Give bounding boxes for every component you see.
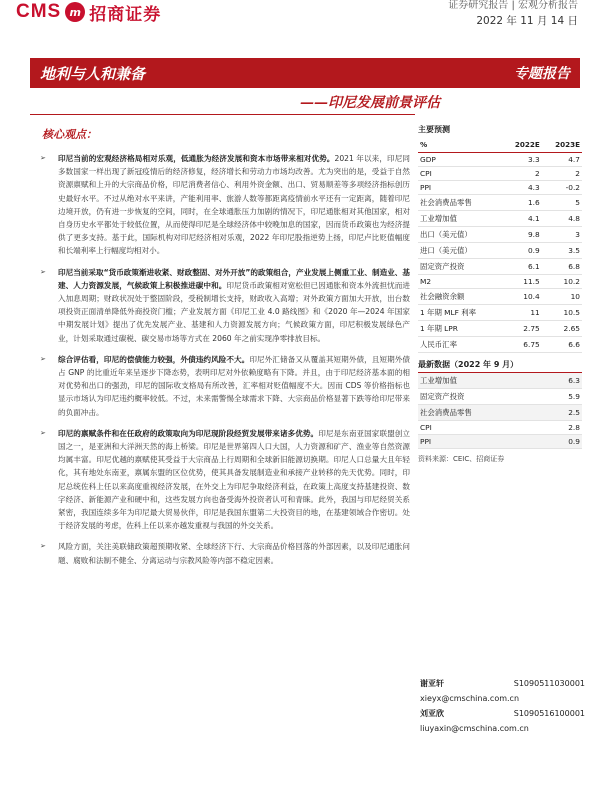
forecast-row: [418, 289, 582, 305]
bullet-arrow-icon: ➢: [40, 267, 46, 276]
forecast-row: [418, 243, 582, 259]
latest-value: 2.8: [546, 421, 582, 435]
forecast-2023e-value: 3.5: [542, 243, 582, 259]
side-column: [418, 124, 582, 464]
report-category: 证券研究报告 | 宏观分析报告: [448, 0, 578, 11]
forecast-row: [418, 227, 582, 243]
bullet-text: 印尼是东南亚国家联盟创立国之一，是亚洲和大洋洲天然的海上桥梁。印尼是世界第四人口大国，人力资源和矿产、渔业等自然资源均属丰富。印尼优越的禀赋使其受益于大宗商品上行周期和全球新旧能源切换期。印尼人口总量大且年轻化，其有地处东南亚，禀属东盟的区位优势，使其具备发展制造业和承接产业转移的先天优势。同时，印尼总统佐科上任以来高度重视经济发展，在外交上为印尼争取经济利益，在政策上高度支持基建投资、数字经济、新能源产业和硬中和，这些发展方向也备受海外投资者认可和青睐。此外，我国与印尼经贸关系紧密，我国连续多年为印尼最大贸易伙伴，印尼是我国东盟第二大投资目的地，在基建领域合作密切。处于经济发展的考虑，佐科上任以来亦越发重视与我国的外交关系。: [58, 428, 410, 531]
latest-data-heading: 最新数据（2022 年 9 月）: [418, 360, 519, 369]
bullet-item: [38, 266, 410, 345]
forecast-2022e-value: 3.3: [502, 153, 542, 167]
latest-indicator: 固定资产投资: [418, 389, 546, 405]
forecast-2023e-value: 10.2: [542, 275, 582, 289]
latest-row: [418, 435, 582, 449]
forecast-2023e-value: 6.8: [542, 259, 582, 275]
forecast-row: [418, 337, 582, 353]
latest-value: 2.5: [546, 405, 582, 421]
bullet-text: 风险方面，关注美联储政策超预期收紧、全球经济下行、大宗商品价格回落的外部因素，以及印尼通胀问题、腐败和法制不健全、分离运动与宗教风险等内部不稳定因素。: [58, 542, 410, 565]
analyst-row: [420, 706, 585, 721]
report-type: 专题报告: [514, 66, 570, 82]
latest-row: [418, 405, 582, 421]
forecast-2022e-value: 2: [502, 167, 542, 181]
analyst-block: [420, 676, 585, 736]
latest-table: [418, 373, 582, 449]
forecast-2022e-value: 10.4: [502, 289, 542, 305]
latest-value: 6.3: [546, 373, 582, 389]
bullet-text: 2021 年以来，印尼同多数国家一样出现了新冠疫情后的经济修复，经济增长和劳动力市场均改善。尤为突出的是，受益于自然资源禀赋和上升的大宗商品价格，印尼消费者信心、利用外资金额、出口、贸易顺差等多项经济指标创历史最好水平。不过从绝对水平来讲，产能利用率、旅游人数等都距离疫情前水平还有一定距离，随着印尼边境开放，仍有进一步恢复的空间，同时，在全球通胀压力加剧的情况下，印尼通胀相对其他国家，相对自身历史水平都处于较低位置，从而使得印尼是全球经济体中较晚加息的国家，因而货币政策也为经济提供了更多支持。基于此，国际机构对印尼经济相对乐观，2022 年印尼股指逆势上扬，印尼卢比贬值幅度和长端利率上行幅度均相对小。: [58, 154, 410, 256]
bullet-bold: 印尼当前的宏观经济格局相对乐观，低通胀为经济发展和资本市场带来相对优势。: [58, 154, 335, 163]
forecast-row: [418, 305, 582, 321]
analyst-row: [420, 676, 585, 691]
title-band: [30, 58, 580, 88]
forecast-indicator: 1 年期 LPR: [418, 321, 502, 337]
bullet-arrow-icon: ➢: [40, 154, 46, 162]
forecast-row: [418, 321, 582, 337]
bullet-arrow-icon: ➢: [40, 354, 46, 363]
forecast-indicator: GDP: [418, 153, 502, 167]
analyst-email[interactable]: liuyaxin@cmschina.com.cn: [420, 724, 529, 733]
logo-chinese-text: 招商证券: [89, 4, 162, 25]
analyst-code: S1090516100001: [513, 709, 585, 718]
forecast-indicator: 社会消费品零售: [418, 195, 502, 211]
forecast-2023e-value: 10.5: [542, 305, 582, 321]
latest-indicator: PPI: [418, 435, 546, 449]
forecast-2023e-value: 5: [542, 195, 582, 211]
forecast-indicator: 人民币汇率: [418, 337, 502, 353]
latest-indicator: CPI: [418, 421, 546, 435]
logo-emblem-icon: m: [65, 2, 85, 22]
analyst-email[interactable]: xieyx@cmschina.com.cn: [420, 694, 520, 703]
latest-row: [418, 421, 582, 435]
forecast-row: [418, 167, 582, 181]
bullet-arrow-icon: ➢: [40, 542, 46, 551]
forecast-row: [418, 153, 582, 167]
forecast-2022e-value: 6.1: [502, 259, 542, 275]
latest-row: [418, 373, 582, 389]
forecast-row: [418, 195, 582, 211]
forecast-row: [418, 181, 582, 195]
forecast-2023e-value: 4.8: [542, 211, 582, 227]
subtitle-divider: [30, 114, 415, 115]
forecast-row: [418, 275, 582, 289]
latest-indicator: 工业增加值: [418, 373, 546, 389]
bullet-item: [38, 353, 410, 419]
bullet-item: [38, 427, 410, 533]
forecast-indicator: 进口（美元值）: [418, 243, 502, 259]
forecast-2023e-value: 2: [542, 167, 582, 181]
bullet-item: [38, 152, 410, 258]
forecast-indicator: 1 年期 MLF 利率: [418, 305, 502, 321]
bullet-arrow-icon: ➢: [40, 428, 46, 437]
forecast-2022e-value: 0.9: [502, 243, 542, 259]
forecast-2023e-value: 6.6: [542, 337, 582, 353]
report-subtitle: ——印尼发展前景评估: [300, 95, 440, 111]
analyst-code: S1090511030001: [513, 679, 585, 688]
forecast-indicator: PPI: [418, 181, 502, 195]
bullet-item: [38, 540, 410, 566]
forecast-heading: 主要预测: [418, 125, 450, 134]
forecast-indicator: CPI: [418, 167, 502, 181]
forecast-col-unit: %: [418, 137, 502, 153]
forecast-indicator: M2: [418, 275, 502, 289]
report-date: 2022 年 11 月 14 日: [476, 15, 578, 27]
forecast-2023e-value: 3: [542, 227, 582, 243]
forecast-indicator: 出口（美元值）: [418, 227, 502, 243]
forecast-2023e-value: 2.65: [542, 321, 582, 337]
analyst-name: 谢亚轩: [420, 678, 444, 688]
bullet-text: 印尼货币政策相对宽松但已因通胀和资本外流担忧而进入加息周期；财政状况处于整固阶段，受税制增长支持，财政收入高增；对外政策方面加大开放，出台数项投资正面清单降低外商投资门槛；产业发展方面《印尼工业 4.0 路线图》和《2020 年—2024 年国家中期发展计划》提出了优先发展产业、基建和人力资源发展方向；气候政策方面，印尼积极发展绿色产业，计划采取通过碳税、碳交易市场等方式在 2060 年之前实现净零排放目标。: [58, 280, 410, 343]
forecast-2022e-value: 4.1: [502, 211, 542, 227]
analyst-name: 刘亚欣: [420, 708, 444, 718]
bullet-text: 印尼外汇储备又从覆盖其短期外债，且短期外债占 GNP 的比重近年来呈逐步下降态势，表明印尼对外依赖度略有下降。并且，由于印尼经济基本面的相对优势和出口的强劲，印尼的国际收支格局有所改善，汇率相对贬值幅度不大。因而 CDS 等价格指标也显示市场认为印尼违约概率较低。不过，未来需警惕全球需求下降、大宗商品价格显著下跌等给印尼带来的负面冲击。: [58, 354, 411, 417]
forecast-row: [418, 211, 582, 227]
forecast-indicator: 固定资产投资: [418, 259, 502, 275]
logo-cms-text: CMS: [16, 1, 62, 22]
forecast-2022e-value: 9.8: [502, 227, 542, 243]
latest-indicator: 社会消费品零售: [418, 405, 546, 421]
forecast-2022e-value: 2.75: [502, 321, 542, 337]
forecast-header-row: [418, 137, 582, 153]
main-column: [38, 126, 410, 575]
forecast-col-2023e: 2023E: [542, 137, 582, 153]
company-logo: [16, 0, 161, 24]
latest-value: 0.9: [546, 435, 582, 449]
data-source: 资料来源：CEIC、招商证券: [418, 455, 505, 463]
bullet-bold: 印尼的禀赋条件和在任政府的政策取向为印尼现阶段经贸发展带来诸多优势。: [58, 428, 319, 438]
forecast-2022e-value: 6.75: [502, 337, 542, 353]
bullet-bold: 综合评估看，印尼的偿债能力较强，外债违约风险不大。: [58, 354, 250, 364]
bullet-bold: 印尼当前采取“货币政策渐进收紧、财政整固、对外开放”的政策组合，产业发展上侧重工业、制造业、基建、人力资源发展，气候政策上积极推进碳中和。: [58, 267, 410, 290]
forecast-2023e-value: -0.2: [542, 181, 582, 195]
latest-value: 5.9: [546, 389, 582, 405]
header-meta: [448, 0, 578, 30]
forecast-2022e-value: 4.3: [502, 181, 542, 195]
forecast-2023e-value: 10: [542, 289, 582, 305]
forecast-indicator: 工业增加值: [418, 211, 502, 227]
forecast-2023e-value: 4.7: [542, 153, 582, 167]
forecast-2022e-value: 11.5: [502, 275, 542, 289]
forecast-2022e-value: 11: [502, 305, 542, 321]
latest-row: [418, 389, 582, 405]
forecast-indicator: 社会融资余额: [418, 289, 502, 305]
key-points-heading: 核心观点：: [42, 128, 97, 141]
report-title: 地利与人和兼备: [40, 64, 146, 83]
forecast-table: [418, 137, 582, 353]
forecast-2022e-value: 1.6: [502, 195, 542, 211]
forecast-col-2022e: 2022E: [502, 137, 542, 153]
forecast-row: [418, 259, 582, 275]
